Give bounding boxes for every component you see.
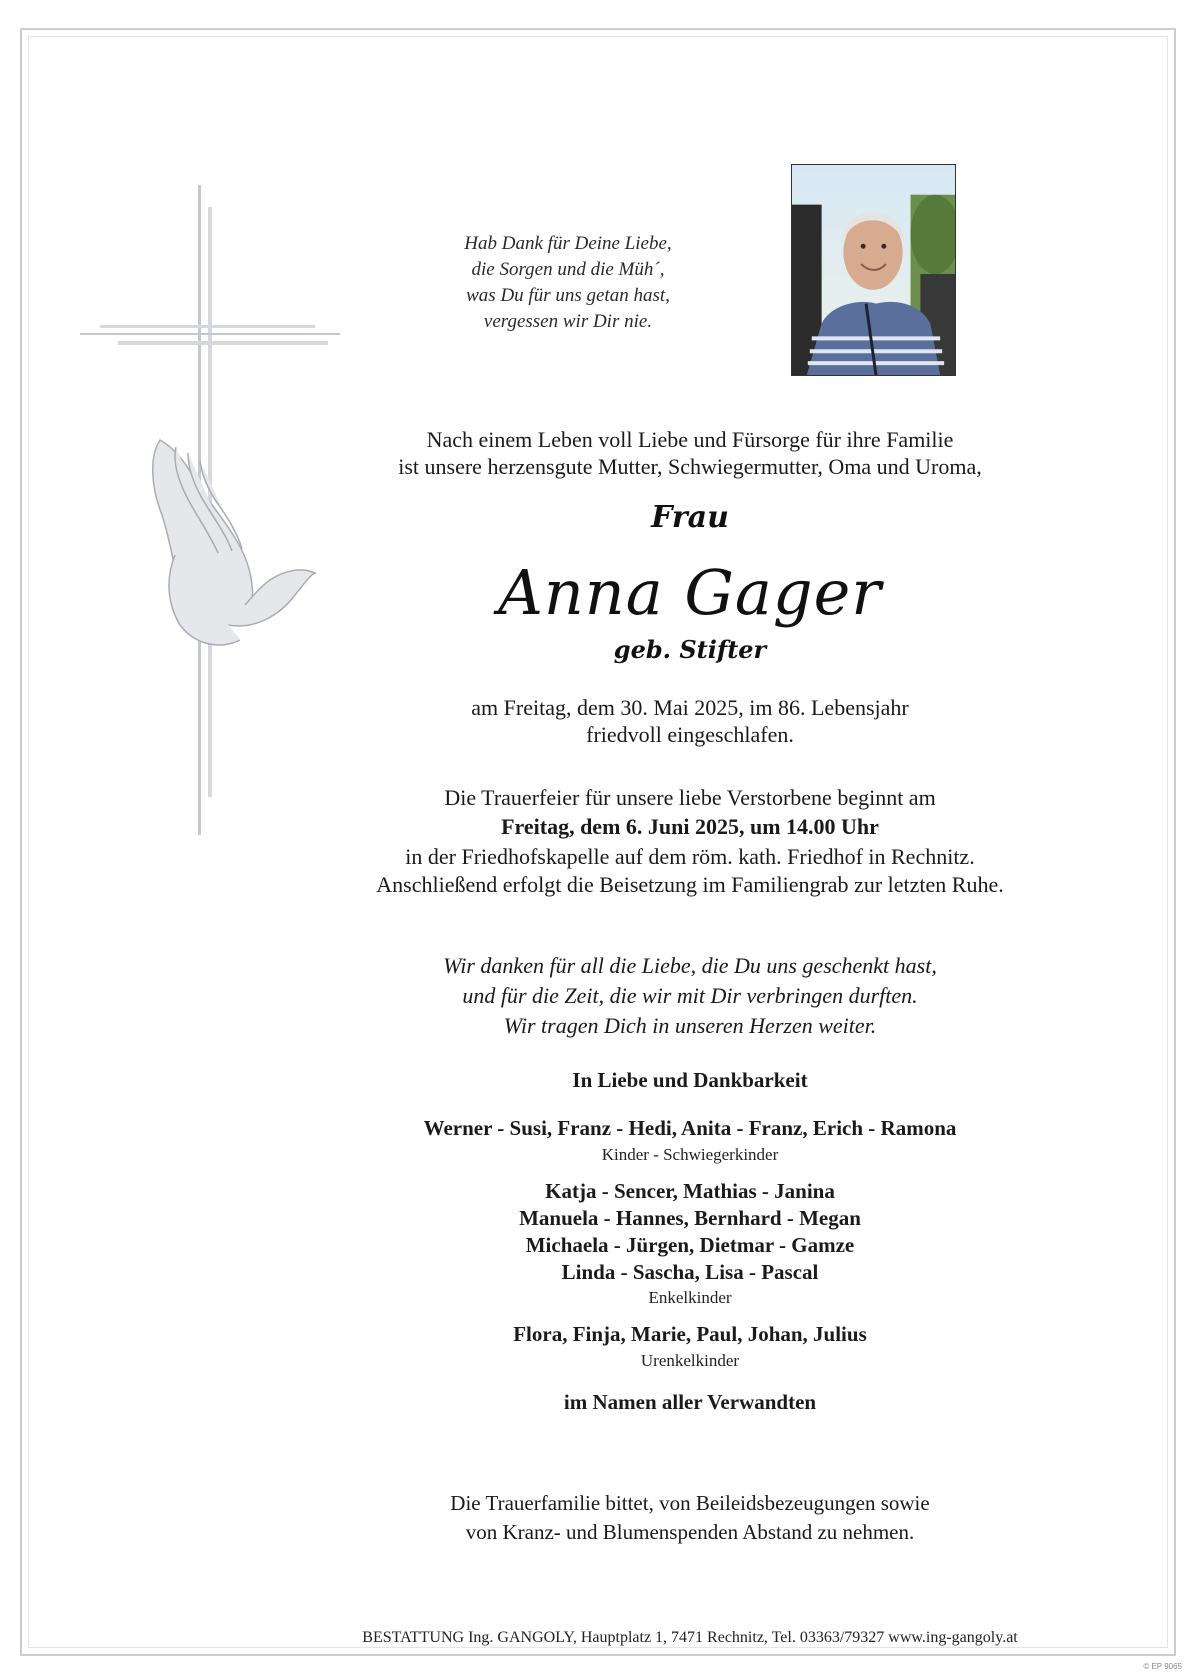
intro-text: Nach einem Leben voll Liebe und Fürsorge für ihre Familie ist unsere herzensgute Mutter, Schwiegermutter, Oma und Uroma,	[398, 427, 982, 479]
death-notice: am Freitag, dem 30. Mai 2025, im 86. Lebensjahr friedvoll eingeschlafen.	[471, 695, 909, 747]
grandchildren-relation: Enkelkinder	[648, 1288, 732, 1307]
deceased-title: Frau	[651, 500, 729, 535]
memorial-quote: Hab Dank für Deine Liebe, die Sorgen und die Müh´, was Du für uns getan hast, vergessen wir Dir nie.	[464, 233, 672, 332]
print-code: © EP 9065	[1143, 1662, 1182, 1671]
great-grandchildren-names: Flora, Finja, Marie, Paul, Johan, Julius	[513, 1322, 867, 1346]
children-names: Werner - Susi, Franz - Hedi, Anita - Franz, Erich - Ramona	[423, 1116, 957, 1140]
funeral-intro: Die Trauerfeier für unsere liebe Verstorbene beginnt am	[444, 785, 936, 810]
funeral-home-footer: BESTATTUNG Ing. GANGOLY, Hauptplatz 1, 7471 Rechnitz, Tel. 03363/79327 www.ing-gangoly.at	[362, 1629, 1018, 1646]
condolence-request: Die Trauerfamilie bittet, von Beileidsbezeugungen sowie von Kranz- und Blumenspenden Abstand zu nehmen.	[450, 1491, 930, 1544]
funeral-date: Freitag, dem 6. Juni 2025, um 14.00 Uhr	[501, 814, 879, 839]
funeral-details: in der Friedhofskapelle auf dem röm. kath. Friedhof in Rechnitz. Anschließend erfolgt die Beisetzung im Familiengrab zur letzten Ruhe.	[376, 844, 1004, 897]
birth-name: geb. Stifter	[613, 635, 767, 664]
great-grandchildren-relation: Urenkelkinder	[640, 1351, 740, 1370]
all-relatives-line: im Namen aller Verwandten	[563, 1390, 817, 1414]
thanks-text: Wir danken für all die Liebe, die Du uns geschenkt hast, und für die Zeit, die wir mit Dir verbringen durften. Wir tragen Dich in unseren Herzen weiter.	[443, 953, 937, 1038]
praying-hands-icon	[153, 440, 315, 645]
grandchildren-names: Katja - Sencer, Mathias - Janina Manuela - Hannes, Bernhard - Megan Michaela - Jürgen, Dietmar - Gamze Linda - Sascha, Lisa - Pascal	[519, 1179, 861, 1284]
closing-line: In Liebe und Dankbarkeit	[572, 1068, 808, 1092]
children-relation: Kinder - Schwiegerkinder	[601, 1145, 779, 1164]
portrait-photo	[791, 164, 956, 376]
deceased-name: Anna Gager	[498, 556, 882, 629]
